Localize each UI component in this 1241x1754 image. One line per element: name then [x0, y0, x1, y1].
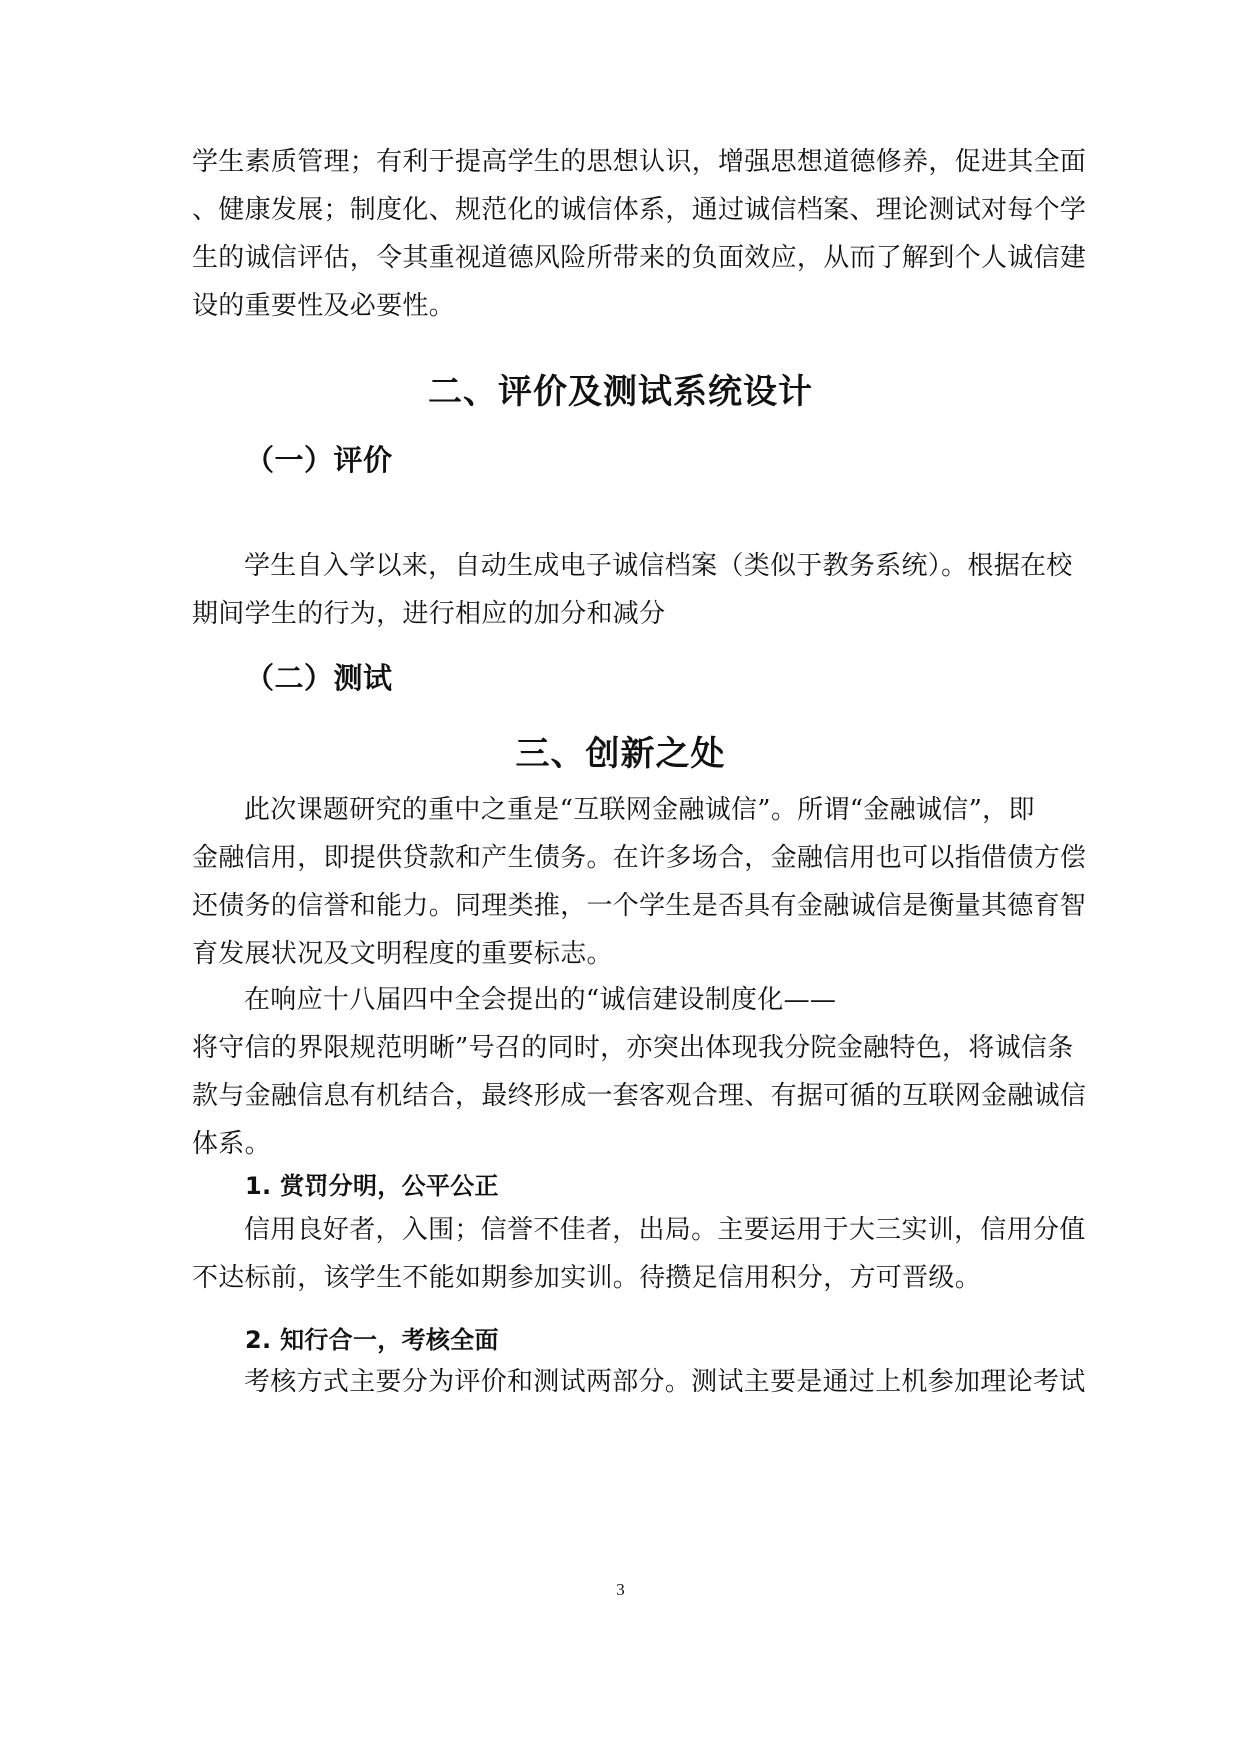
paragraph-line: 体系。 [192, 1129, 271, 1159]
page-number: 3 [616, 1580, 625, 1599]
paragraph-line: 学生自入学以来，自动生成电子诚信档案（类似于教务系统）。根据在校 [244, 551, 1073, 581]
innovation-paragraph-1 [192, 786, 1087, 978]
paragraph-line: 不达标前，该学生不能如期参加实训。待攒足信用积分，方可晋级。 [192, 1263, 982, 1293]
innovation-paragraph-2 [192, 976, 1087, 1168]
subsection-heading-test: （二）测试 [245, 661, 393, 695]
paragraph-line: 金融信用，即提供贷款和产生债务。在许多场合，金融信用也可以指借债方偿 [192, 843, 1087, 873]
section-heading-evaluation-test-design: 二、评价及测试系统设计 [428, 372, 813, 412]
intro-paragraph [192, 138, 1087, 330]
reward-paragraph [192, 1206, 1086, 1302]
paragraph-line: 将守信的界限规范明晰”号召的同时，亦突出体现我分院金融特色，将诚信条 [192, 1033, 1074, 1063]
paragraph-line: 在响应十八届四中全会提出的“诚信建设制度化—— [244, 985, 837, 1015]
paragraph-line: 期间学生的行为，进行相应的加分和减分 [192, 599, 666, 629]
paragraph-line: 此次课题研究的重中之重是“互联网金融诚信”。所谓“金融诚信”，即 [244, 795, 1035, 825]
assessment-paragraph [192, 1358, 1086, 1406]
item-heading-reward-punishment: 1. 赏罚分明，公平公正 [245, 1172, 499, 1200]
paragraph-line: 还债务的信誉和能力。同理类推，一个学生是否具有金融诚信是衡量其德育智 [192, 891, 1087, 921]
paragraph-line: 信用良好者，入围；信誉不佳者，出局。主要运用于大三实训，信用分值 [244, 1215, 1086, 1245]
evaluation-paragraph [192, 542, 1073, 638]
paragraph-line: 、健康发展；制度化、规范化的诚信体系，通过诚信档案、理论测试对每个学 [192, 195, 1087, 225]
paragraph-line: 考核方式主要分为评价和测试两部分。测试主要是通过上机参加理论考试 [244, 1367, 1086, 1397]
section-heading-innovation: 三、创新之处 [515, 734, 726, 774]
paragraph-line: 育发展状况及文明程度的重要标志。 [192, 939, 613, 969]
paragraph-line: 学生素质管理；有利于提高学生的思想认识，增强思想道德修养，促进其全面 [192, 147, 1087, 177]
subsection-heading-evaluation: （一）评价 [245, 443, 393, 477]
paragraph-line: 设的重要性及必要性。 [192, 291, 456, 321]
paragraph-line: 款与金融信息有机结合，最终形成一套客观合理、有据可循的互联网金融诚信 [192, 1081, 1087, 1111]
paragraph-line: 生的诚信评估，令其重视道德风险所带来的负面效应，从而了解到个人诚信建 [192, 243, 1087, 273]
item-heading-knowledge-action: 2. 知行合一，考核全面 [245, 1326, 499, 1354]
